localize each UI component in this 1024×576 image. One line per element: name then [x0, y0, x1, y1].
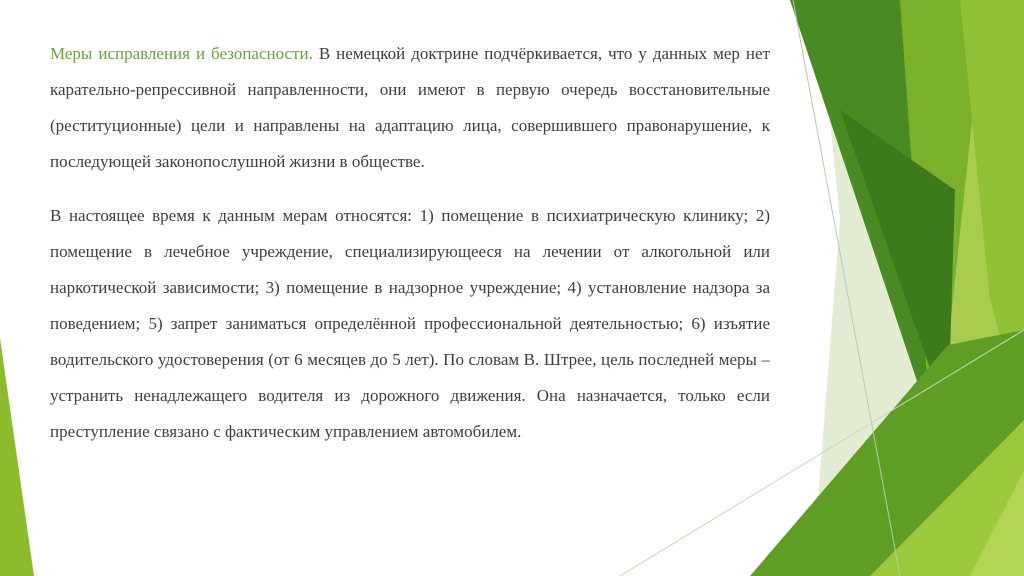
left-triangle: [0, 338, 34, 576]
paragraph-measures: [50, 36, 770, 180]
paragraph-list: В настоящее время к данным мерам относятся: 1) помещение в психиатрическую клинику; 2) помещение в лечебное учреждение, специализирующееся на лечении от алкогольной или наркотической зависимости; 3) помещение в надзорное учреждение; 4) установление надзора за поведением; 5) запрет заниматься определённой профессиональной деятельностью; 6) изъятие водительского удостоверения (от 6 месяцев до 5 лет). По словам В. Штрее, цель последней меры – устранить ненадлежащего водителя из дорожного движения. Она назначается, только если преступление связано с фактическим управлением автомобилем.: [50, 206, 770, 441]
slide-body: [50, 36, 770, 450]
paragraph-text: В немецкой доктрине подчёркивается, что у данных мер нет карательно-репрессивной направленности, они имеют в первую очередь восстановительные (реституционные) цели и направлены на адаптацию лица, совершившего правонарушение, к последующей законопослушной жизни в обществе.: [50, 44, 770, 171]
paragraph-lead: Меры исправления и безопасности.: [50, 44, 313, 63]
